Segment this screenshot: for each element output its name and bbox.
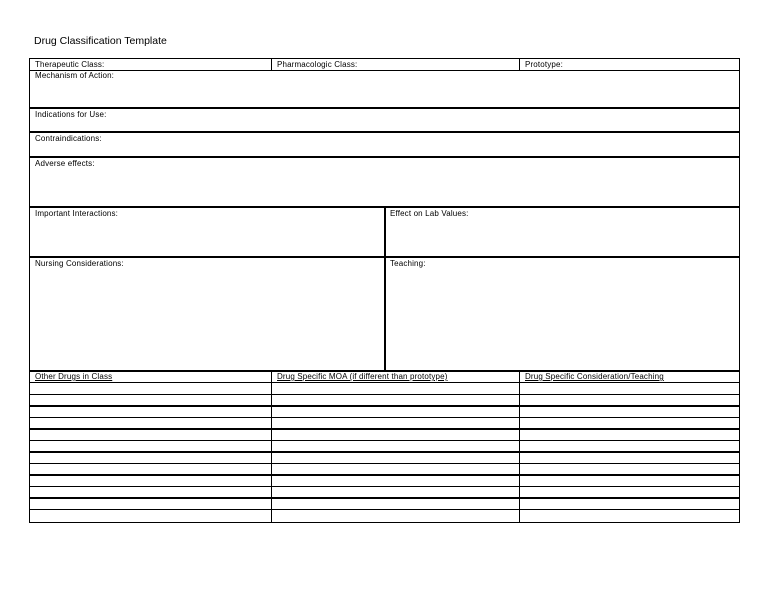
contraindications-label: Contraindications:: [35, 134, 102, 143]
indications-for-use-label: Indications for Use:: [35, 110, 107, 119]
table-row: [30, 451, 739, 453]
teaching-label: Teaching:: [390, 259, 426, 268]
column-header-other-drugs: Other Drugs in Class: [35, 372, 113, 381]
mechanism-of-action-bottom-line: [30, 107, 739, 109]
interactions-divider: [384, 208, 386, 371]
table-row: [30, 497, 739, 499]
table-row: [30, 428, 739, 430]
header-row-bottom-line: [30, 70, 739, 71]
table-row: [30, 474, 739, 476]
important-interactions-label: Important Interactions:: [35, 209, 119, 218]
table-row: [30, 394, 739, 395]
effect-on-lab-values-label: Effect on Lab Values:: [390, 209, 469, 218]
table-row: [30, 405, 739, 407]
table-row: [30, 509, 739, 510]
adverse-effects-label: Adverse effects:: [35, 159, 95, 168]
therapeutic-class-label: Therapeutic Class:: [35, 60, 105, 69]
table-row: [30, 486, 739, 487]
table-row: [30, 417, 739, 418]
indications-bottom-line: [30, 131, 739, 133]
column-header-drug-specific-moa: Drug Specific MOA (if different than prototype): [277, 372, 448, 381]
drug-classification-form: [29, 58, 740, 523]
mechanism-of-action-label: Mechanism of Action:: [35, 71, 115, 80]
table-row: [30, 463, 739, 464]
pharmacologic-class-label: Pharmacologic Class:: [277, 60, 358, 69]
column-header-drug-specific-consideration: Drug Specific Consideration/Teaching: [525, 372, 664, 381]
contraindications-bottom-line: [30, 156, 739, 158]
interactions-bottom-line: [30, 256, 739, 258]
page-title: Drug Classification Template: [34, 35, 167, 47]
prototype-label: Prototype:: [525, 60, 563, 69]
nursing-considerations-label: Nursing Considerations:: [35, 259, 124, 268]
table-header-bottom-line: [30, 382, 739, 383]
table-row: [30, 440, 739, 441]
